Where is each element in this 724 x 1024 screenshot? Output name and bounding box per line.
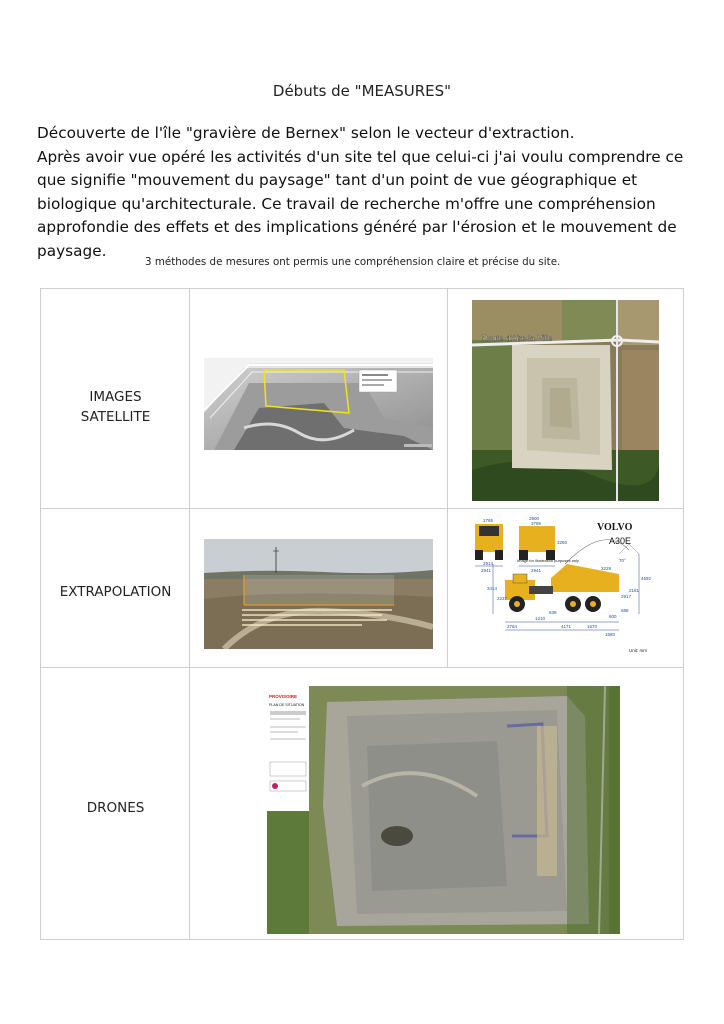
volvo-truck-drawing [469,514,659,662]
row-label-drones: DRONES [86,800,145,816]
dim-19: 1210 [535,616,546,621]
dim-4: 3250 [557,540,568,545]
methods-table [40,288,684,940]
dim-15: 639 [549,610,557,615]
row-label-extrapolation: EXTRAPOLATION [59,584,172,600]
volvo-unit: Unit: mm [629,648,647,653]
dim-13: 2181 [629,588,640,593]
row-label-satellite [41,387,190,427]
extrapolation-photo [204,539,433,649]
dim-2: 2900 [529,516,540,521]
table-divider-h1 [41,508,683,509]
drone-panel-title: PROVISOIRE [269,694,298,699]
row-label-satellite-line1: IMAGES [89,389,142,405]
dim-22: 1680 [605,632,616,637]
row-label-satellite-line2: SATELLITE [80,409,151,425]
volvo-model: A30E [609,536,632,546]
dim-18: 2764 [507,624,518,629]
dim-10: 4592 [641,576,652,581]
intro-line-1: Découverte de l'île "gravière de Bernex" selon le vecteur d'extraction. [37,124,575,142]
terrain-model-image [204,358,433,450]
intro-paragraph: Après avoir vue opéré les activités d'un site tel que celui-ci j'ai voulu comprendre ce que signifie "mouvement du paysage" tant d'un point de vue géographique et biologique qu'architecturale. Ce travail de recherche m'offre une compréhension approfondie des effets et des implications généré par l'érosion et le mouvement de paysage. [37,147,684,260]
dim-17: 600 [609,614,617,619]
dim-1: 1765 [483,518,494,523]
dim-21: 1670 [587,624,598,629]
volvo-brand: VOLVO [597,522,633,533]
dim-6: 2941 [481,568,492,573]
table-divider-v2 [447,289,448,667]
dim-9: 70° [619,558,626,563]
dim-8: 3229 [601,566,612,571]
dim-16: 688 [621,608,629,613]
methods-note: 3 méthodes de mesures ont permis une compréhension claire et précise du site. [145,256,561,268]
drone-orthophoto [267,686,620,934]
dim-12: 2237 [497,596,508,601]
page-title: Débuts de "MEASURES" [272,82,452,100]
dim-11: 3414 [487,586,498,591]
dim-5: 2914 [483,561,494,566]
dim-14: 2917 [621,594,632,599]
drone-panel-sub: PLAN DE SITUATION [269,703,305,707]
satellite-road-label: Route d'Aire-la-Ville [482,334,553,343]
dim-7: 2941 [531,568,542,573]
dim-3: 3785 [531,521,542,526]
dim-20: 4171 [561,624,572,629]
table-divider-h2 [41,667,683,668]
intro-text [37,122,697,263]
volvo-note: Image for illustration purposes only [517,558,580,563]
satellite-photo [472,300,659,501]
